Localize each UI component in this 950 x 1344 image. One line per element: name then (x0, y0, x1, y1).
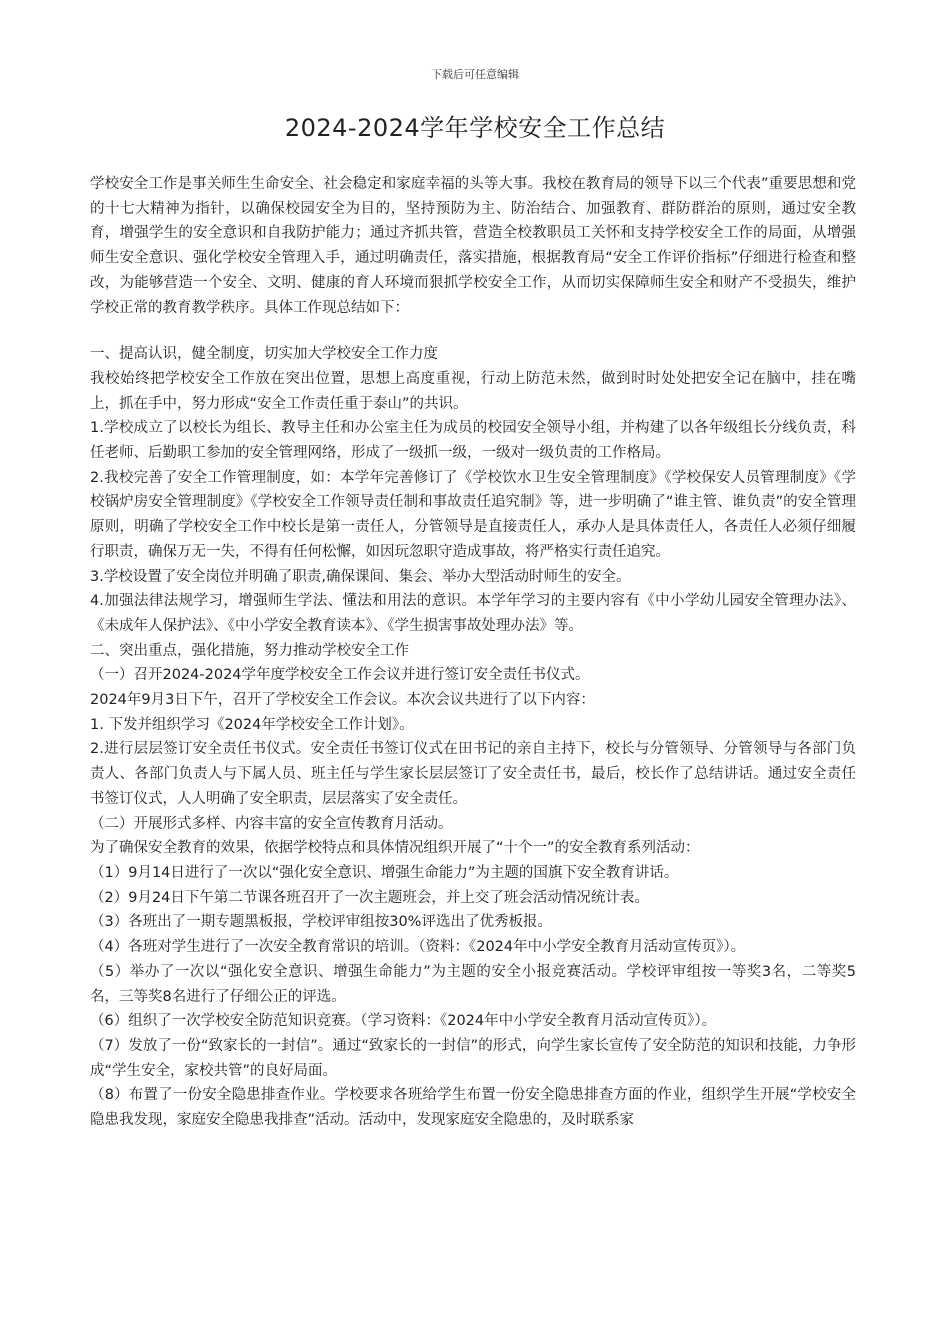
list-item: （6）组织了一次学校安全防范知识竞赛。（学习资料：《2024年中小学安全教育月活动宣传页》）。 (90, 1013, 717, 1030)
subsection-heading: （一）召开2024-2024学年度学校安全工作会议并进行签订安全责任书仪式。 (90, 667, 590, 684)
list-item: （8）布置了一份安全隐患排查作业。学校要求各班给学生布置一份安全隐患排查方面的作业，组织学生开展“学校安全隐患我发现，家庭安全隐患我排查”活动。活动中，发现家庭安全隐患的，及时联系家 (90, 1087, 856, 1129)
paragraph-spacer (90, 320, 856, 342)
list-item: 1. 下发并组织学习《2024年学校安全工作计划》。 (90, 716, 414, 733)
list-item: 1.学校成立了以校长为组长、教导主任和办公室主任为成员的校园安全领导小组，并构建了以各年级组长分线负责，科任老师、后勤职工参加的安全管理网络，形成了一级抓一级，一级对一级负责的工作格局。 (90, 420, 856, 462)
document-body (90, 172, 856, 1133)
paragraph: 2024年9月3日下午，召开了学校安全工作会议。本次会议共进行了以下内容： (90, 692, 595, 709)
list-item: 3.学校设置了安全岗位并明确了职责,确保课间、集会、举办大型活动时师生的安全。 (90, 568, 631, 585)
list-item: 2.进行层层签订安全责任书仪式。安全责任书签订仪式在田书记的亲自主持下，校长与分管领导、分管领导与各部门负责人、各部门负责人与下属人员、班主任与学生家长层层签订了安全责任书，最后，校长作了总结讲话。通过安全责任书签订仪式，人人明确了安全职责，层层落实了安全责任。 (90, 741, 856, 807)
list-item: （2）9月24日下午第二节课各班召开了一次主题班会，并上交了班会活动情况统计表。 (90, 889, 649, 906)
list-item: （1）9月14日进行了一次以“强化安全意识、增强生命能力”为主题的国旗下安全教育讲话。 (90, 864, 679, 881)
section-heading-1: 一、提高认识，健全制度，切实加大学校安全工作力度 (90, 346, 438, 363)
paragraph: 我校始终把学校安全工作放在突出位置，思想上高度重视，行动上防范未然，做到时时处处把安全记在脑中，挂在嘴上，抓在手中，努力形成“安全工作责任重于泰山”的共识。 (90, 370, 856, 412)
list-item: （5）举办了一次以“强化安全意识、增强生命能力”为主题的安全小报竞赛活动。学校评审组按一等奖3名，二等奖5名，三等奖8名进行了仔细公正的评选。 (90, 963, 856, 1005)
list-item: （3）各班出了一期专题黑板报，学校评审组按30%评选出了优秀板报。 (90, 914, 552, 931)
page-header-note: 下载后可任意编辑 (431, 68, 519, 81)
paragraph-intro: 学校安全工作是事关师生生命安全、社会稳定和家庭幸福的头等大事。我校在教育局的领导下以三个代表”重要思想和党的十七大精神为指针，以确保校园安全为目的，坚持预防为主、防治结合、加强教育、群防群治的原则，通过安全教育，增强学生的安全意识和自我防护能力；通过齐抓共管，营造全校教职员工关怀和支持学校安全工作的局面，从增强师生安全意识、强化学校安全管理入手，通过明确责任，落实措施，根据教育局“安全工作评价指标”仔细进行检查和整改，为能够营造一个安全、文明、健康的育人环境而狠抓学校安全工作，从而切实保障师生安全和财产不受损失，维护学校正常的教育教学秩序。具体工作现总结如下： (90, 176, 856, 316)
list-item: （4）各班对学生进行了一次安全教育常识的培训。（资料：《2024年中小学安全教育月活动宣传页》）。 (90, 939, 746, 956)
list-item: 2.我校完善了安全工作管理制度，如：本学年完善修订了《学校饮水卫生安全管理制度》《学校保安人员管理制度》《学校锅炉房安全管理制度》《学校安全工作领导责任制和事故责任追究制》等，进一步明确了“谁主管、谁负责”的安全管理原则，明确了学校安全工作中校长是第一责任人，分管领导是直接责任人，承办人是具体责任人，各责任人必须仔细履行职责，确保万无一失，不得有任何松懈，如因玩忽职守造成事故，将严格实行责任追究。 (90, 469, 856, 560)
paragraph: 为了确保安全教育的效果，依据学校特点和具体情况组织开展了“十个一”的安全教育系列活动： (90, 840, 700, 857)
list-item: 4.加强法律法规学习，增强师生学法、懂法和用法的意识。本学年学习的主要内容有《中小学幼儿园安全管理办法》、《未成年人保护法》、《中小学安全教育读本》、《学生损害事故处理办法》等。 (90, 593, 856, 634)
section-heading-2: 二、突出重点，强化措施，努力推动学校安全工作 (90, 642, 409, 659)
document-title: 2024-2024学年学校安全工作总结 (284, 114, 666, 142)
list-item: （7）发放了一份“致家长的一封信”。通过“致家长的一封信”的形式，向学生家长宣传了安全防范的知识和技能，力争形成“学生安全，家校共管”的良好局面。 (90, 1037, 856, 1079)
subsection-heading: （二）开展形式多样、内容丰富的安全宣传教育月活动。 (90, 815, 453, 832)
